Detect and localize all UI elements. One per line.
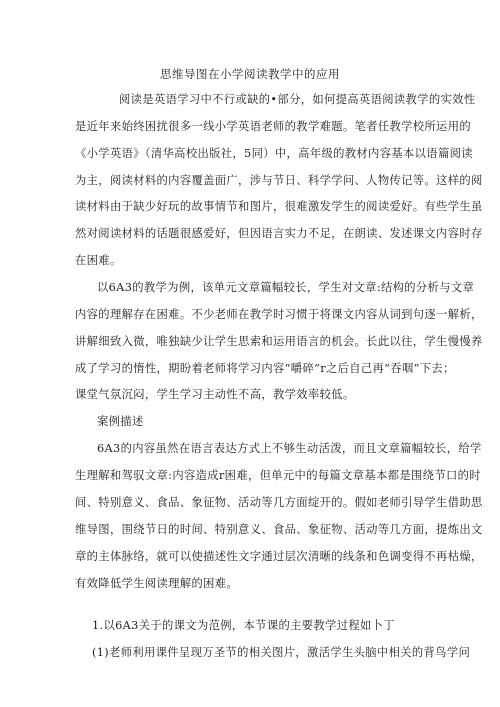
paragraph-1-line-1: 阅读是英语学习中不行或缺的•部分，如何提高英语阅读教学的实效性 <box>119 93 476 106</box>
section-heading: 案例描述 <box>97 415 144 428</box>
paragraph-2-line-1: 以6A3的教学为例，该单元文章篇幅较长，学生对文章:结构的分析与文章 <box>97 281 475 294</box>
paragraph-3-line-5: 章的主体脉络，就可以使描述性文字通过层次清晰的线条和色调变得不再枯燥， <box>75 550 483 563</box>
list-item-2: (1)老师利用课件呈现万圣节的相关图片，激活学生头脑中相关的背鸟学问 <box>92 646 471 659</box>
paragraph-1-line-3: 《小学英语》（清华高校出版社，5同）中，高年级的教材内容基本以语篇阅读 <box>75 147 473 160</box>
document-title: 思维导图在小学阅读教学中的应用 <box>160 67 340 81</box>
paragraph-3-line-4: 维导图，围绕节日的时间、特别意义、食品、象征物、活动等几方面，提炼出文 <box>75 523 483 536</box>
paragraph-1-line-2: 是近年来始终困扰很多一线小学英语老师的教学难题。笔者任教学校所运用的 <box>75 120 471 133</box>
paragraph-1-line-7: 在困难。 <box>75 254 122 267</box>
paragraph-3-line-2: 生理解和驾驭文章:内容造成r困难，但单元中的每篇文章基本都是围绕节口的时 <box>75 469 481 482</box>
paragraph-3-line-1: 6A3的内容虽然在语言表达方式上不够生动活泼，而且文章篇幅较长，给学 <box>97 442 482 455</box>
paragraph-2-line-5: 课堂气氛沉闷，学生学习主动性不高，教学效率较低。 <box>75 388 355 401</box>
list-item-1: 1.以6A3关于的课文为范例，本节课的主要教学过程如卜丁 <box>92 619 395 632</box>
paragraph-3-line-3: 间、特别意义、食品、象征物、活动等几方面绽开的。假如老师引导学生借助思 <box>75 496 483 509</box>
paragraph-1-line-6: 然对阅读材料的话题很感爱好，但因语言实力不足，在朗读、发述课文内容时存 <box>75 227 483 240</box>
paragraph-2-line-4: 成了学习的惰性，期盼着老师将学习内容“嚼碎”r之后自己再“吞咽”下去； <box>75 362 455 375</box>
paragraph-1-line-5: 读材料由于缺少好玩的故事情节和图片，很难激发学生的阅读爱好。有些学生虽 <box>75 200 483 213</box>
paragraph-1-line-4: 为主，阅读材料的内容覆盖面广，涉与节日、科学学问、人物传记等。这样的阅 <box>75 174 483 187</box>
paragraph-3-line-6: 有效降低学生阅读理解的困难。 <box>75 577 239 590</box>
paragraph-2-line-2: 内容的理解存在困难。不少老师在教学时习惯于将课文内容从词到句逐一解析， <box>75 308 483 321</box>
paragraph-2-line-3: 讲解细致入微，唯独缺少让学生思索和运用语言的机会。长此以往，学生慢慢养 <box>75 335 483 348</box>
